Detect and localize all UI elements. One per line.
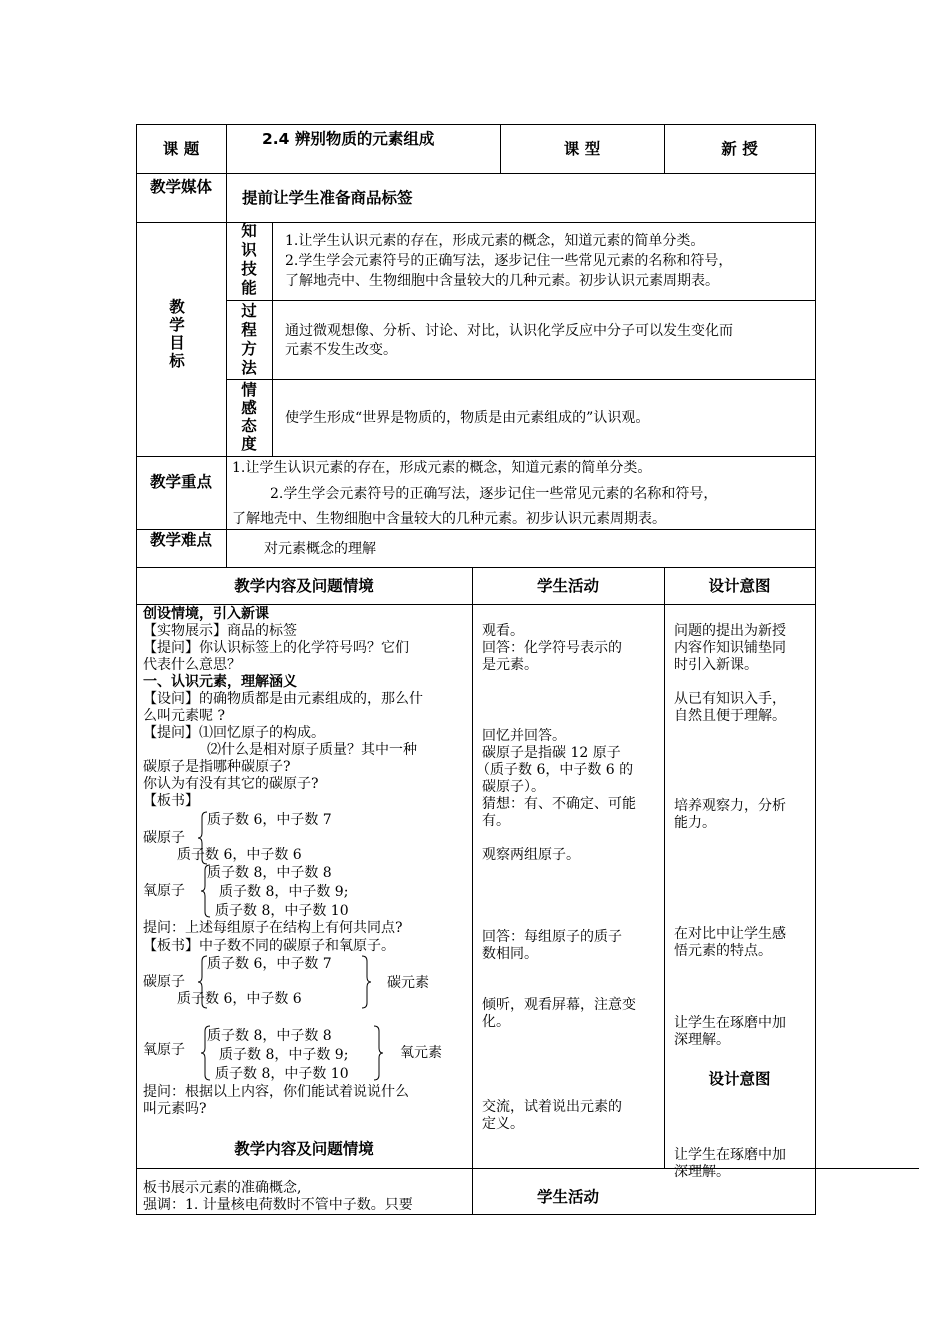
content-line: 【提问】你认识标签上的化学符号吗？它们 <box>143 640 409 656</box>
process-line-2: 元素不发生改变。 <box>285 342 397 358</box>
content-line: ⑵什么是相对原子质量？其中一种 <box>207 742 417 758</box>
carbon-atom-a: 质子数 6，中子数 7 <box>207 956 332 972</box>
row-divider <box>136 456 816 457</box>
student-line: 碳原子）。 <box>482 779 545 795</box>
col-divider <box>226 222 227 529</box>
oxygen-atom-c: 质子数 8，中子数 10 <box>215 903 349 919</box>
content-line: 【板书】 <box>143 793 199 809</box>
student-line: 回忆并回答。 <box>482 728 566 744</box>
col-header-intent-repeat: 设计意图 <box>708 1070 771 1088</box>
content-line: 板书展示元素的准确概念, <box>143 1180 302 1196</box>
student-line: 倾听，观看屏幕，注意变 <box>482 997 636 1013</box>
intent-line: 深理解。 <box>674 1032 730 1048</box>
student-line: 碳原子是指碳 12 原子 <box>482 745 621 761</box>
label-knowledge: 知识技能 <box>241 222 257 297</box>
col-header-intent: 设计意图 <box>708 577 771 595</box>
student-line: 是元素。 <box>482 657 538 673</box>
student-line: 定义。 <box>482 1116 524 1132</box>
content-line: 碳原子是指哪种碳原子? <box>143 759 291 775</box>
knowledge-line-1: 1.让学生认识元素的存在，形成元素的概念，知道元素的简单分类。 <box>285 233 705 249</box>
student-line: 数相同。 <box>482 946 538 962</box>
label-goals: 教学目标 <box>169 298 185 370</box>
table-border-top <box>136 124 816 125</box>
oxygen-atom-b: 质子数 8，中子数 9; <box>219 884 349 900</box>
intent-line: 时引入新课。 <box>674 657 758 673</box>
emotion-line-1: 使学生形成“世界是物质的，物质是由元素组成的”认识观。 <box>285 410 650 426</box>
row-divider <box>226 300 816 301</box>
label-key-points: 教学重点 <box>149 473 212 491</box>
intent-line: 从已有知识入手， <box>674 691 786 707</box>
difficulty-text: 对元素概念的理解 <box>264 541 376 557</box>
carbon-atom-label: 碳原子 <box>143 830 185 846</box>
label-type: 课 型 <box>563 140 601 158</box>
content-line: 么叫元素呢 ? <box>143 708 225 724</box>
content-line: 【实物展示】商品的标签 <box>143 623 297 639</box>
student-line: 交流，试着说出元素的 <box>482 1099 622 1115</box>
content-line: 提问：根据以上内容，你们能试着说说什么 <box>143 1084 409 1100</box>
col-divider <box>226 529 227 567</box>
process-line-1: 通过微观想像、分析、讨论、对比，认识化学反应中分子可以发生变化而 <box>285 323 733 339</box>
lesson-topic: 2.4 辨别物质的元素组成 <box>262 130 435 148</box>
row-divider <box>136 173 816 174</box>
row-divider <box>136 529 816 530</box>
key-line-1: 1.让学生认识元素的存在，形成元素的概念，知道元素的简单分类。 <box>232 460 652 476</box>
oxygen-atom-b: 质子数 8，中子数 9; <box>219 1047 349 1063</box>
student-line: 猜想：有、不确定、可能 <box>482 796 636 812</box>
content-line: 你认为有没有其它的碳原子? <box>143 776 319 792</box>
oxygen-atom-c: 质子数 8，中子数 10 <box>215 1066 349 1082</box>
col-header-content-repeat: 教学内容及问题情境 <box>234 1140 374 1158</box>
section-1-title: 创设情境，引入新课 <box>143 606 269 622</box>
row-divider <box>136 604 816 605</box>
student-line: 化。 <box>482 1014 510 1030</box>
table-border-bottom <box>136 1214 816 1215</box>
intent-line: 在对比中让学生感 <box>674 926 786 942</box>
intent-line: 让学生在琢磨中加 <box>674 1015 786 1031</box>
oxygen-atom-a: 质子数 8，中子数 8 <box>207 865 332 881</box>
section-2-title: 一、认识元素，理解涵义 <box>143 674 297 690</box>
student-line: 观看。 <box>482 623 524 639</box>
content-line: 叫元素吗? <box>143 1101 207 1117</box>
intent-line: 能力。 <box>674 815 716 831</box>
carbon-atom-b: 质子数 6，中子数 6 <box>177 991 302 1007</box>
oxygen-element-label: 氧元素 <box>400 1045 442 1061</box>
intent-line: 问题的提出为新授 <box>674 623 786 639</box>
carbon-atom-label: 碳原子 <box>143 974 185 990</box>
content-line: 代表什么意思？ <box>143 657 241 673</box>
student-line: 回答：每组原子的质子 <box>482 929 622 945</box>
content-line: 提问：上述每组原子在结构上有何共同点? <box>143 920 403 936</box>
label-topic: 课 题 <box>162 140 200 158</box>
col-divider <box>226 124 227 173</box>
carbon-atom-b: 质子数 6，中子数 6 <box>177 847 302 863</box>
col-divider <box>272 222 273 456</box>
table-border-right <box>815 124 816 1214</box>
intent-line: 深理解。 <box>674 1164 730 1180</box>
row-divider <box>226 379 816 380</box>
content-line: 【设问】的确物质都是由元素组成的，那么什 <box>143 691 423 707</box>
content-line: 强调：1. 计量核电荷数时不管中子数。只要 <box>143 1197 413 1213</box>
key-line-2: 2.学生学会元素符号的正确写法，逐步记住一些常见元素的名称和符号， <box>270 486 718 502</box>
oxygen-atom-label: 氧原子 <box>143 1042 185 1058</box>
row-divider <box>136 222 816 223</box>
right-brace-icon <box>360 955 372 1009</box>
knowledge-line-2: 2.学生学会元素符号的正确写法，逐步记住一些常见元素的名称和符号， <box>285 253 733 269</box>
oxygen-atom-a: 质子数 8，中子数 8 <box>207 1028 332 1044</box>
lesson-type: 新 授 <box>721 140 758 158</box>
key-line-3: 了解地壳中、生物细胞中含量较大的几种元素。初步认识元素周期表。 <box>232 511 666 527</box>
carbon-element-label: 碳元素 <box>387 975 429 991</box>
student-line: 回答：化学符号表示的 <box>482 640 622 656</box>
intent-line: 自然且便于理解。 <box>674 708 786 724</box>
knowledge-line-3: 了解地壳中、生物细胞中含量较大的几种元素。初步认识元素周期表。 <box>285 273 719 289</box>
col-header-content: 教学内容及问题情境 <box>234 577 374 595</box>
col-header-student: 学生活动 <box>536 577 599 595</box>
label-difficulty: 教学难点 <box>149 531 212 549</box>
intent-line: 培养观察力，分析 <box>674 798 786 814</box>
intent-line: 让学生在琢磨中加 <box>674 1147 786 1163</box>
student-line: 有。 <box>482 813 510 829</box>
student-line: （质子数 6，中子数 6 的 <box>476 762 634 778</box>
intent-line: 内容作知识铺垫同 <box>674 640 786 656</box>
table-border-left <box>136 124 137 1214</box>
oxygen-atom-label: 氧原子 <box>143 883 185 899</box>
carbon-atom-a: 质子数 6，中子数 7 <box>207 812 332 828</box>
row-divider <box>136 1168 919 1169</box>
label-media: 教学媒体 <box>149 178 212 196</box>
content-line: 【板书】中子数不同的碳原子和氧原子。 <box>143 938 395 954</box>
label-emotion: 情感态度 <box>241 381 257 453</box>
col-header-student-repeat: 学生活动 <box>536 1188 599 1206</box>
label-process: 过程方法 <box>241 302 257 377</box>
col-divider <box>226 173 227 222</box>
row-divider <box>136 567 816 568</box>
intent-line: 悟元素的特点。 <box>674 943 772 959</box>
media-text: 提前让学生准备商品标签 <box>242 189 413 207</box>
content-line: 【提问】⑴回忆原子的构成。 <box>143 725 325 741</box>
col-divider <box>472 567 473 1214</box>
right-brace-icon <box>372 1025 384 1081</box>
student-line: 观察两组原子。 <box>482 847 580 863</box>
